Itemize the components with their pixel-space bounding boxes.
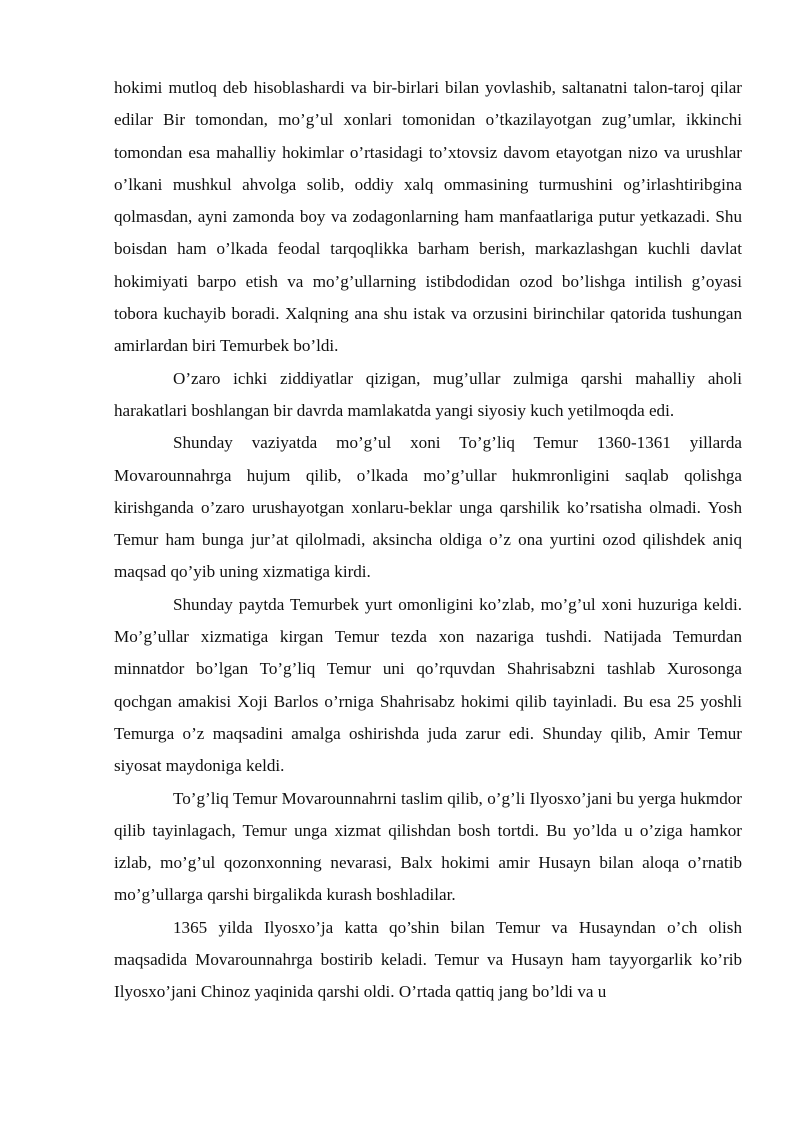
paragraph-2: O’zaro ichki ziddiyatlar qizigan, mug’ullar zulmiga qarshi mahalliy aholi harakatlari boshlangan bir davrda mamlakatda yangi siyosiy kuch yetilmoqda edi. xyxy=(114,368,742,420)
paragraph-1: hokimi mutloq deb hisoblashardi va bir-birlari bilan yovlashib, saltanatni talon-taroj qilar edilar Bir tomondan, mo’g’ul xonlari tomonidan o’tkazilayotgan zug’umlar, ikkinchi tomondan esa mahalliy hokimlar o’rtasidagi to’xtovsiz davom etayotgan nizo va urushlar o’lkani mushkul ahvolga solib, oddiy xalq ommasining turmushini og’irlashtiribgina qolmasdan, ayni zamonda boy va zodagonlarning ham manfaatlariga putur yetkazadi. Shu boisdan ham o’lkada feodal tarqoqlikka barham berish, markazlashgan kuchli davlat hokimiyati barpo etish va mo’g’ullarning istibdodidan ozod bo’lishga intilish g’oyasi tobora kuchayib boradi. Xalqning ana shu istak va orzusini birinchilar qatorida tushungan amirlardan biri Temurbek bo’ldi. xyxy=(114,78,742,356)
document-page xyxy=(114,72,742,1009)
paragraph-3: Shunday vaziyatda mo’g’ul xoni To’g’liq Temur 1360-1361 yillarda Movarounnahrga hujum qilib, o’lkada mo’g’ullar hukmronligini saqlab qolishga kirishganda o’zaro urushayotgan xonlaru-beklar unga qarshilik ko’rsatisha olmadi. Yosh Temur ham bunga jur’at qilolmadi, aksincha oldiga o’z ona yurtini ozod qilishdek aniq maqsad qo’yib uning xizmatiga kirdi. xyxy=(114,433,742,582)
paragraph-6: 1365 yilda Ilyosxo’ja katta qo’shin bilan Temur va Husayndan o’ch olish maqsadida Movarounnahrga bostirib keladi. Temur va Husayn ham tayyorgarlik ko’rib Ilyosxo’jani Chinoz yaqinida qarshi oldi. O’rtada qattiq jang bo’ldi va u xyxy=(114,917,742,1002)
paragraph-4: Shunday paytda Temurbek yurt omonligini ko’zlab, mo’g’ul xoni huzuriga keldi. Mo’g’ullar xizmatiga kirgan Temur tezda xon nazariga tushdi. Natijada Temurdan minnatdor bo’lgan To’g’liq Temur uni qo’rquvdan Shahrisabzni tashlab Xurosonga qochgan amakisi Xoji Barlos o’rniga Shahrisabz hokimi qilib tayinladi. Bu esa 25 yoshli Temurga o’z maqsadini amalga oshirishda juda zarur edi. Shunday qilib, Amir Temur siyosat maydoniga keldi. xyxy=(114,594,742,776)
paragraph-5: To’g’liq Temur Movarounnahrni taslim qilib, o’g’li Ilyosxo’jani bu yerga hukmdor qilib tayinlagach, Temur unga xizmat qilishdan bosh tortdi. Bu yo’lda u o’ziga hamkor izlab, mo’g’ul qozonxonning nevarasi, Balx hokimi amir Husayn bilan aloqa o’rnatib mo’g’ullarga qarshi birgalikda kurash boshladilar. xyxy=(114,788,742,905)
